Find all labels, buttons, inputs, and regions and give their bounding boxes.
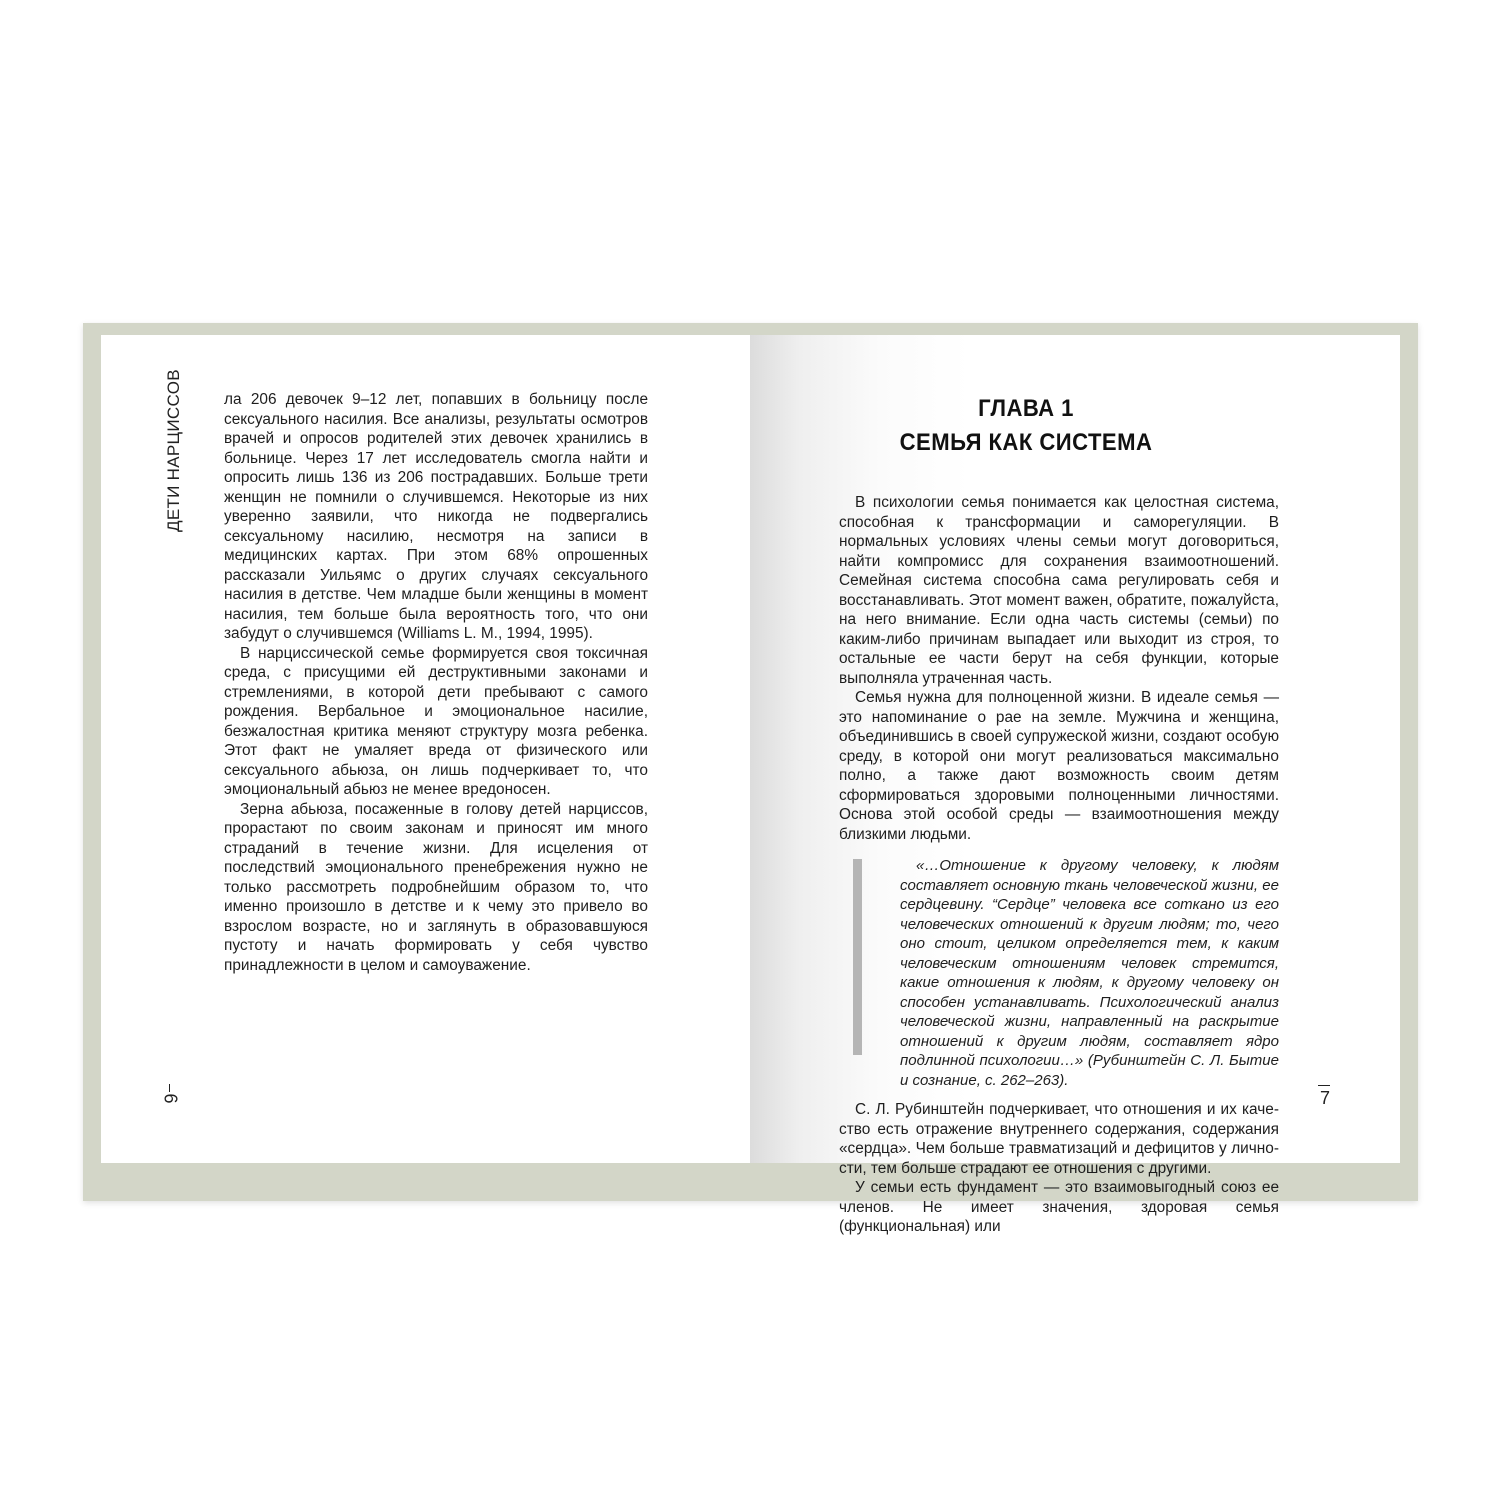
right-page-body xyxy=(839,493,1279,1237)
paragraph: Семья нужна для полноценной жизни. В идеале семья — это напоминание о рае на земле. Мужчина и женщина, объединившись в своей супружеской жизни, создают особую среду, в которой они могут реализоваться максимально полно, а также дают возможность своим детям сформироваться здоровыми полноценными личностями. Основа этой особой среды — взаимоотношения между близкими людьми. xyxy=(839,689,1279,843)
chapter-title: СЕМЬЯ КАК СИСТЕМА xyxy=(899,429,1153,456)
chapter-heading xyxy=(854,392,1198,460)
folio-rule xyxy=(169,1084,170,1092)
folio-rule xyxy=(1318,1085,1330,1086)
quote-bar xyxy=(853,859,862,1055)
block-quote xyxy=(839,856,1279,1090)
paragraph: У семьи есть фундамент — это взаимовыгодный союз ее членов. Не имеет значения, здоровая семья (функциональная) или xyxy=(839,1179,1279,1235)
paragraph: В нарциссической семье формируется своя токсичная среда, с присущими ей деструктивными законами и стремлениями, в которой дети пребывают с самого рождения. Вербальное и эмоциональное насилие, безжалостная критика меняют структуру мозга ребенка. Этот факт не умаляет вреда от физического или сексуального абьюза, он лишь подчеркивает то, что эмоциональный абьюз не менее вредоносен. xyxy=(224,644,648,798)
quote-text: «…Отношение к другому человеку, к людям составляет основную ткань человеческой жизни, ее сердцевину. “Сердце” человека все соткано из его человеческих отношений к другим людям; то, чего оно стоит, целиком определяется тем, к каким человеческим отношениям человек стремится, какие отношения к людям, к другому человеку он способен устанавливать. Психологический анализ человеческой жизни, направленный на раскрытие отношений к другим людям, составляет ядро подлинной психологии…» (Рубинштейн С. Л. Бытие и сознание, с. 262–263). xyxy=(900,857,1279,1089)
paragraph: В психологии семья понимается как целостная система, способная к трансформации и саморегуляции. В нормальных условиях члены семьи могут договориться, найти компромисс для сохранения взаимоотношений. Семейная система способна сама регулировать себя и восстанавливать. Этот момент важен, обратите, пожалуйста, на него внимание. Если одна часть системы (семьи) по каким-либо причинам выпадает или выходит из строя, то остальные ее части берут на себя функции, которые выполняла утраченная часть. xyxy=(839,494,1279,687)
running-head xyxy=(164,369,188,532)
paragraph: С. Л. Рубинштейн подчеркивает, что отношения и их качество есть отражение внутреннего содержания, содержания «сердца». Чем больше травматизаций и дефицитов у личности, тем больше страдают ее отношения с другими. xyxy=(839,1101,1279,1177)
paragraph: Зерна абьюза, посаженные в голову детей нарциссов, прорастают по своим законам и приносят им много страданий в течение жизни. Для исцеления от последствий эмоционального пренебрежения нужно не только рассмотреть подробнейшим образом то, что именно произошло в детстве и к чему это привело во взрослом возрасте, но и заглянуть в образовавшуюся пустоту и начать формировать у себя чувство принадлежности в целом и самоуважение. xyxy=(224,800,648,974)
left-page-body xyxy=(224,390,648,975)
page-number-left: 6 xyxy=(160,1093,181,1104)
paragraph: ла 206 девочек 9–12 лет, попавших в больницу после сексуального насилия. Все анализы, результаты осмотров врачей и опросов родителей этих девочек хранились в больнице. Через 17 лет исследователь смогла найти и опросить лишь 136 из 206 пострадавших. Больше трети женщин не помнили о случившемся. Некоторые из них уверенно заявили, что никогда не подвергались сексуальному насилию, несмотря на записи в медицинских картах. При этом 68% опрошенных рассказали Уильямс о других случаях сексуального насилия в детстве. Чем младше были женщины в момент насилия, тем больше была вероятность того, что они забудут о случившемся (Williams L. M., 1994, 1995). xyxy=(224,391,648,642)
chapter-label: ГЛАВА 1 xyxy=(978,395,1074,422)
quote-text-block xyxy=(900,856,1279,1090)
running-head-text: ДЕТИ НАРЦИССОВ xyxy=(164,369,183,532)
page-number-right: 7 xyxy=(1320,1088,1331,1108)
